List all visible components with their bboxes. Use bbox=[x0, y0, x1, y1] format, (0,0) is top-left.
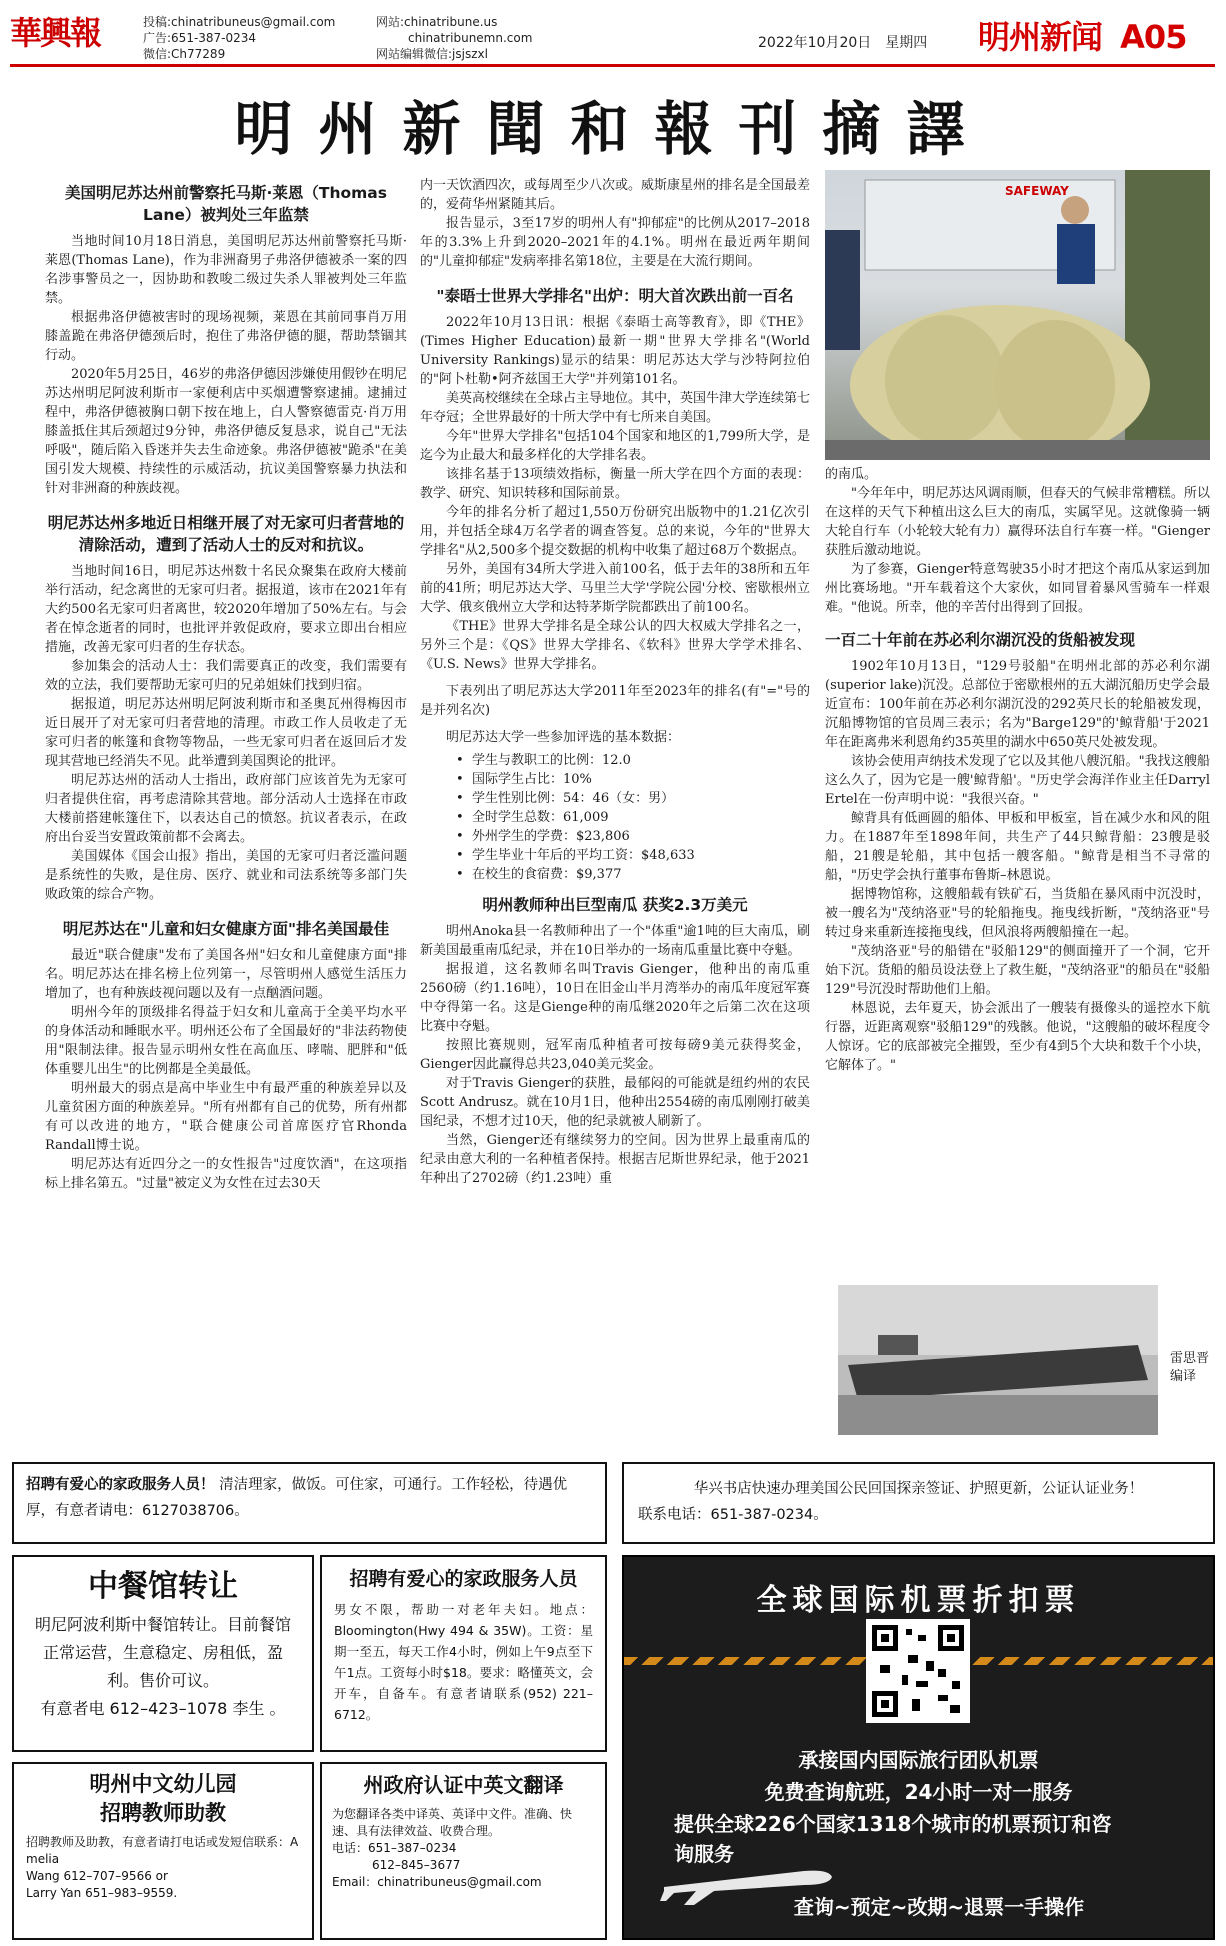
pumpkin-photo-art bbox=[825, 170, 1210, 460]
paragraph: 美国媒体《国会山报》指出，美国的无家可归者泛滥问题是系统性的失败，是住房、医疗、就业和司法系统等多部门失败政策的综合产物。 bbox=[45, 849, 407, 902]
ad-phone: 612–845–3677 bbox=[372, 1858, 461, 1872]
header-rule bbox=[10, 64, 1215, 67]
section-title bbox=[978, 12, 1186, 58]
website-2: chinatribunemn.com bbox=[408, 31, 533, 45]
paragraph: 明尼苏达州的活动人士指出，政府部门应该首先为无家可归者提供住宿，再考虑清除其营地。部分活动人士选择在市政大楼前搭建帐篷住下，以表达自己的愤怒。抗议者表示，在政府出台妥当安置政策前都不会离去。 bbox=[45, 773, 407, 845]
paragraph: 今年的排名分析了超过1,550万份研究出版物中的1.21亿次引用，并包括全球4万名学者的调查答复。总的来说，今年的"世界大学排名"从2,500多个提交数据的机构中收集了超过68万个数据点。 bbox=[420, 505, 810, 558]
article-title: 明尼苏达州多地近日相继开展了对无家可归者营地的清除活动，遭到了活动人士的反对和抗议。 bbox=[47, 514, 405, 554]
section-name: 明州新闻 bbox=[978, 18, 1103, 56]
ad-title: 中餐馆转让 bbox=[88, 1569, 238, 1604]
paragraph: 当地时间16日，明尼苏达州数十名民众聚集在政府大楼前举行活动，纪念离世的无家可归者。据报道，该市在2021年有大约500名无家可归者离世，较2020年增加了50%左右。与会者在悼念逝者的同时，也批评并敦促政府，要求立即出台相应措施，改善无家可归者的生存状态。 bbox=[45, 564, 407, 655]
page-number: A05 bbox=[1120, 18, 1187, 56]
paragraph: 按照比赛规则，冠军南瓜种植者可按每磅9美元获得奖金，Gienger因此赢得总共23,040美元奖金。 bbox=[420, 1038, 810, 1072]
paragraph: 据报道，这名教师名叫Travis Gienger，他种出的南瓜重2560磅（约1.16吨），10日在旧金山半月湾举办的南瓜年度冠军赛中夺得第一名。这是Gienge种的南瓜继2020年之后第二次在这项比赛中夺魁。 bbox=[420, 962, 810, 1034]
ad-text: 明尼阿波利斯中餐馆转让。目前餐馆正常运营，生意稳定、房租低，盈利。售价可议。 bbox=[34, 1615, 291, 1690]
ad-phone: 电话：651–387–0234 bbox=[332, 1841, 457, 1855]
paragraph: "今年年中，明尼苏达风调雨顺，但春天的气候非常糟糕。所以在这样的天气下种植出这么巨大的南瓜，实属罕见。这就像骑一辆大轮自行车（小轮较大轮有力）赢得环法自行车赛一样。"Gienger获胜后激动地说。 bbox=[825, 486, 1210, 558]
paragraph: 明州Anoka县一名教师种出了一个"体重"逾1吨的巨大南瓜，刷新美国最重南瓜纪录，并在10日举办的一场南瓜重量比赛中夺魁。 bbox=[420, 924, 810, 958]
list-item: • 学生与教职工的比例：12.0 bbox=[460, 751, 810, 770]
paragraph: 据博物馆称，这艘船载有铁矿石，当货船在暴风雨中沉没时，被一艘名为"茂纳洛亚"号的轮船拖曳。拖曳线折断，"茂纳洛亚"号转过身来重新连接拖曳线，但风浪将两艘船撞在一起。 bbox=[825, 887, 1210, 940]
article-title: 明尼苏达在"儿童和妇女健康方面"排名美国最佳 bbox=[62, 920, 390, 938]
paragraph: 该排名基于13项绩效指标，衡量一所大学在四个方面的表现：教学、研究、知识转移和国际前景。 bbox=[420, 467, 810, 501]
paragraph: 明尼苏达有近四分之一的女性报告"过度饮酒"，在这项指标上排名第五。"过量"被定义为女性在过去30天 bbox=[45, 1157, 407, 1191]
website-editor: 网站编辑微信:jsjszxl bbox=[376, 47, 488, 61]
list-item: • 学生性别比例：54：46（女：男） bbox=[460, 789, 810, 808]
ad-text: 男女不限，帮助一对老年夫妇。地点：Bloomington(Hwy 494 & 35W)。工资：星期一至五，每天工作4小时，例如上午9点至下午1点。工资每小时$18。要求：略懂英文，会开车，自备车。有意者请联系(952) 221–6712。 bbox=[334, 1602, 593, 1722]
list-item: • 国际学生占比：10% bbox=[460, 770, 810, 789]
ad-restaurant bbox=[12, 1555, 314, 1752]
paragraph: 今年"世界大学排名"包括104个国家和地区的1,799所大学，是迄今为止最大和最多样化的大学排名表。 bbox=[420, 429, 810, 463]
ad-housekeeper-2 bbox=[320, 1555, 607, 1752]
paragraph: 明州最大的弱点是高中毕业生中有最严重的种族差异以及儿童贫困方面的种族差异。"所有州都有自己的优势，所有州都有可以改进的地方，"联合健康公司首席医疗官Rhonda Randall博士说。 bbox=[45, 1081, 407, 1153]
ad-subtitle: 招聘教师助教 bbox=[100, 1801, 226, 1825]
photo-sign: SAFEWAY bbox=[1005, 184, 1069, 198]
ad-line: 免费查询航班，24小时一对一服务 bbox=[764, 1780, 1073, 1804]
ad-title: 招聘有爱心的家政服务人员 bbox=[349, 1568, 578, 1590]
list-item: • 在校生的食宿费：$9,377 bbox=[460, 865, 810, 884]
ad-kindergarten bbox=[12, 1762, 314, 1940]
list-item: • 学生毕业十年后的平均工资：$48,633 bbox=[460, 846, 810, 865]
column-2 bbox=[420, 176, 810, 1441]
ad-text: 为您翻译各类中译英、英译中文件。准确、快速、具有法律效益、收费合理。 bbox=[332, 1807, 573, 1838]
ship-photo-art bbox=[838, 1285, 1158, 1435]
column-1 bbox=[45, 176, 407, 1441]
paragraph: 为了参赛，Gienger特意驾驶35小时才把这个南瓜从家运到加州比赛场地。"开车载着这个大家伙，如同冒着暴风雪骑车一样艰难。"他说。所幸，他的辛苦付出得到了回报。 bbox=[825, 562, 1210, 615]
paragraph: 当地时间10月18日消息，美国明尼苏达州前警察托马斯·莱恩(Thomas Lane)，作为非洲裔男子弗洛伊德被杀一案的四名涉事警员之一，因协助和教唆二级过失杀人罪被判处三年监禁。 bbox=[45, 234, 407, 306]
paragraph: 美英高校继续在全球占主导地位。其中，英国牛津大学连续第七年夺冠；全世界最好的十所大学中有七所来自美国。 bbox=[420, 391, 810, 425]
website-1: 网站:chinatribune.us bbox=[376, 15, 498, 29]
ad-title: 全球国际机票折扣票 bbox=[756, 1583, 1081, 1618]
paragraph: 据报道，明尼苏达州明尼阿波利斯市和圣奥瓦州得梅因市近日展开了对无家可归者营地的清理。市政工作人员收走了无家可归者的帐篷和食物等物品，一些无家可归者在返回后才发现其营地已经消失不见。此举遭到美国舆论的批评。 bbox=[45, 697, 407, 769]
paragraph: 2020年5月25日，46岁的弗洛伊德因涉嫌使用假钞在明尼苏达州明尼阿波利斯市一家便利店中买烟遭警察逮捕。逮捕过程中，弗洛伊德被胸口朝下按在地上，白人警察德雷克·肖万用膝盖抵住其后颈超过9分钟，弗洛伊德反复恳求，说自己"无法呼吸"，随后陷入昏迷并失去生命迹象。弗洛伊德被"跪杀"在美国引发大规模、持续性的示威活动，抗议美国警察暴力执法和针对非洲裔的种族歧视。 bbox=[45, 367, 407, 496]
paragraph: 另外，美国有34所大学进入前100名，低于去年的38所和五年前的41所；明尼苏达大学、马里兰大学'学院公园'分校、密歇根州立大学、俄亥俄州立大学和达特茅斯学院都跌出了前100名。 bbox=[420, 562, 810, 615]
paragraph: 2022年10月13日讯：根据《泰晤士高等教育》，即《THE》(Times Higher Education)最新一期"世界大学排名"(World University Rankings)显示的结果：明尼苏达大学与沙特阿拉伯的"阿卜杜勒•阿齐兹国王大学"并列第101名。 bbox=[420, 315, 810, 387]
paragraph: 根据弗洛伊德被害时的现场视频，莱恩在其前同事肖万用膝盖跪在弗洛伊德颈后时，抱住了弗洛伊德的腿，帮助禁锢其行动。 bbox=[45, 310, 407, 363]
ad-title: 州政府认证中英文翻译 bbox=[363, 1773, 564, 1797]
ship-photo bbox=[838, 1285, 1158, 1435]
ad-headline: 招聘有爱心的家政服务人员！ bbox=[26, 1477, 215, 1493]
article-title: 一百二十年前在苏必利尔湖沉没的货船被发现 bbox=[825, 631, 1136, 649]
issue-date: 2022年10月20日 星期四 bbox=[758, 35, 928, 51]
column-3 bbox=[825, 465, 1210, 1280]
article-title: "泰晤士世界大学排名"出炉：明大首次跌出前一百名 bbox=[436, 287, 794, 305]
ad-air-tickets bbox=[622, 1555, 1215, 1940]
ad-housekeeper-1 bbox=[12, 1462, 607, 1544]
page-masthead: 明州新聞和報刊摘譯 bbox=[234, 95, 991, 163]
ad-bookstore bbox=[622, 1462, 1215, 1544]
paragraph: 下表列出了明尼苏达大学2011年至2023年的排名(有"="号的是并列名次) bbox=[420, 684, 810, 718]
pumpkin-photo bbox=[825, 170, 1210, 460]
contact-ad: 广告:651-387-0234 bbox=[143, 31, 257, 45]
website-block bbox=[376, 14, 532, 62]
ad-phone: 联系电话：651-387-0234。 bbox=[638, 1507, 828, 1523]
stats-list bbox=[460, 751, 810, 884]
ad-phone: Larry Yan 651–983–9559. bbox=[26, 1886, 178, 1900]
contact-wechat: 微信:Ch77289 bbox=[143, 47, 226, 61]
ad-text: 华兴书店快速办理美国公民回国探亲签证、护照更新，公证认证业务！ bbox=[693, 1481, 1144, 1497]
qr-code-art bbox=[872, 1625, 964, 1717]
article-title: 美国明尼苏达州前警察托马斯·莱恩（Thomas Lane）被判处三年监禁 bbox=[65, 184, 387, 224]
paragraph: 的南瓜。 bbox=[825, 467, 878, 482]
qr-code-icon bbox=[866, 1619, 970, 1723]
paragraph: 当然，Gienger还有继续努力的空间。因为世界上最重南瓜的纪录由意大利的一名种植者保持。根据吉尼斯世界纪录，他于2021年种出了2702磅（约1.23吨）重 bbox=[420, 1133, 810, 1186]
ad-phone: Wang 612–707–9566 or bbox=[26, 1869, 168, 1883]
ad-text: 清洁理家，做饭。可住家，可通行。工作轻松，待遇优厚，有意者请电：6127038706。 bbox=[26, 1477, 568, 1519]
paragraph: 报告显示，3至17岁的明州人有"抑郁症"的比例从2017–2018年的3.3%上升到2020–2021年的4.1%。明州在最近两年期间的"儿童抑郁症"发病率排名第18位，主要是在大流行期间。 bbox=[420, 216, 810, 269]
ad-text: 招聘教师及助教，有意者请打电话或发短信联系：A melia bbox=[26, 1835, 299, 1866]
ad-line: 提供全球226个国家1318个城市的机票预订和咨询服务 bbox=[674, 1812, 1112, 1866]
paragraph: 参加集会的活动人士：我们需要真正的改变，我们需要有效的立法，我们要帮助无家可归的兄弟姐妹们找到归宿。 bbox=[45, 659, 407, 693]
paragraph: 内一天饮酒四次，或每周至少八次或。威斯康星州的排名是全国最差的，爱荷华州紧随其后。 bbox=[420, 178, 810, 212]
list-item: • 全时学生总数：61,009 bbox=[460, 808, 810, 827]
list-title: 明尼苏达大学一些参加评选的基本数据： bbox=[446, 730, 681, 745]
paragraph: 鲸背具有低画圆的船体、甲板和甲板室，旨在减少水和风的阻力。在1887年至1898年间，共生产了44只鲸背船：23艘是驳船，21艘是轮船，其中包括一艘客船。"鲸背是相当不寻常的船，"历史学会执行董事布鲁斯–林恩说。 bbox=[825, 811, 1210, 883]
paragraph: 林恩说，去年夏天，协会派出了一艘装有摄像头的遥控水下航行器，近距离观察"驳船129"的残骸。他说，"这艘船的破坏程度令人惊讶。它的底部被完全摧毁，至少有4到5个大块和数千个小块，它解体了。" bbox=[825, 1001, 1210, 1073]
paragraph: 该协会使用声纳技术发现了它以及其他八艘沉船。"我找这艘船这么久了，因为它是一艘'鲸背船'。"历史学会海洋作业主任Darryl Ertel在一份声明中说："我很兴奋。" bbox=[825, 754, 1210, 807]
article-title: 明州教师种出巨型南瓜 获奖2.3万美元 bbox=[482, 896, 748, 914]
ad-translation bbox=[320, 1762, 607, 1940]
newspaper-logo: 華興報 bbox=[10, 14, 101, 52]
paragraph: "茂纳洛亚"号的船错在"驳船129"的侧面撞开了一个洞，它开始下沉。货船的船员设法登上了救生艇，"茂纳洛亚"的船员在"驳船129"号沉没时帮助他们上船。 bbox=[825, 944, 1210, 997]
translator-credit: 雷思晋编译 bbox=[1170, 1351, 1210, 1384]
paragraph: 对于Travis Gienger的获胜，最郁闷的可能就是纽约州的农民Scott Andrusz。就在10月1日，他种出2554磅的南瓜刚刚打破美国纪录，不想才过10天，他的纪录就被人刷新了。 bbox=[420, 1076, 810, 1129]
paragraph: 《THE》世界大学排名是全球公认的四大权威大学排名之一，另外三个是：《QS》世界大学排名、《软科》世界大学学术排名、《U.S. News》世界大学排名。 bbox=[420, 619, 810, 672]
ad-line: 查询~预定~改期~退票一手操作 bbox=[793, 1895, 1085, 1919]
ad-line: 承接国内国际旅行团队机票 bbox=[798, 1748, 1039, 1772]
paragraph: 1902年10月13日，"129号驳船"在明州北部的苏必利尔湖(superior lake)沉没。总部位于密歇根州的五大湖沉船历史学会最近宣布：100年前在苏必利尔湖沉没的292英尺长的轮船被发现，沉船博物馆的官员周三表示；名为"Barge129"的'鲸背船'于2021年在距离弗米利恩角约35英里的湖水中650英尺处被发现。 bbox=[825, 659, 1210, 750]
contact-block bbox=[143, 14, 335, 62]
list-item: • 外州学生的学费：$23,806 bbox=[460, 827, 810, 846]
ad-email: Email：chinatribuneus@gmail.com bbox=[332, 1875, 542, 1889]
contact-email: 投稿:chinatribuneus@gmail.com bbox=[143, 15, 336, 29]
paragraph: 明州今年的顶级排名得益于妇女和儿童高于全美平均水平的身体活动和睡眠水平。明州还公布了全国最好的"非法药物使用"限制法律。报告显示明州女性在高血压、哮喘、肥胖和"低体重婴儿出生"的比例都是全美最低。 bbox=[45, 1005, 407, 1077]
paragraph: 最近"联合健康"发布了美国各州"妇女和儿童健康方面"排名。明尼苏达在排名榜上位列第一，尽管明州人感觉生活压力增加了，也有种族歧视问题以及有一点酗酒问题。 bbox=[45, 948, 407, 1001]
ad-title: 明州中文幼儿园 bbox=[89, 1772, 237, 1796]
ad-phone: 有意者电 612–423–1078 李生 。 bbox=[40, 1699, 286, 1718]
